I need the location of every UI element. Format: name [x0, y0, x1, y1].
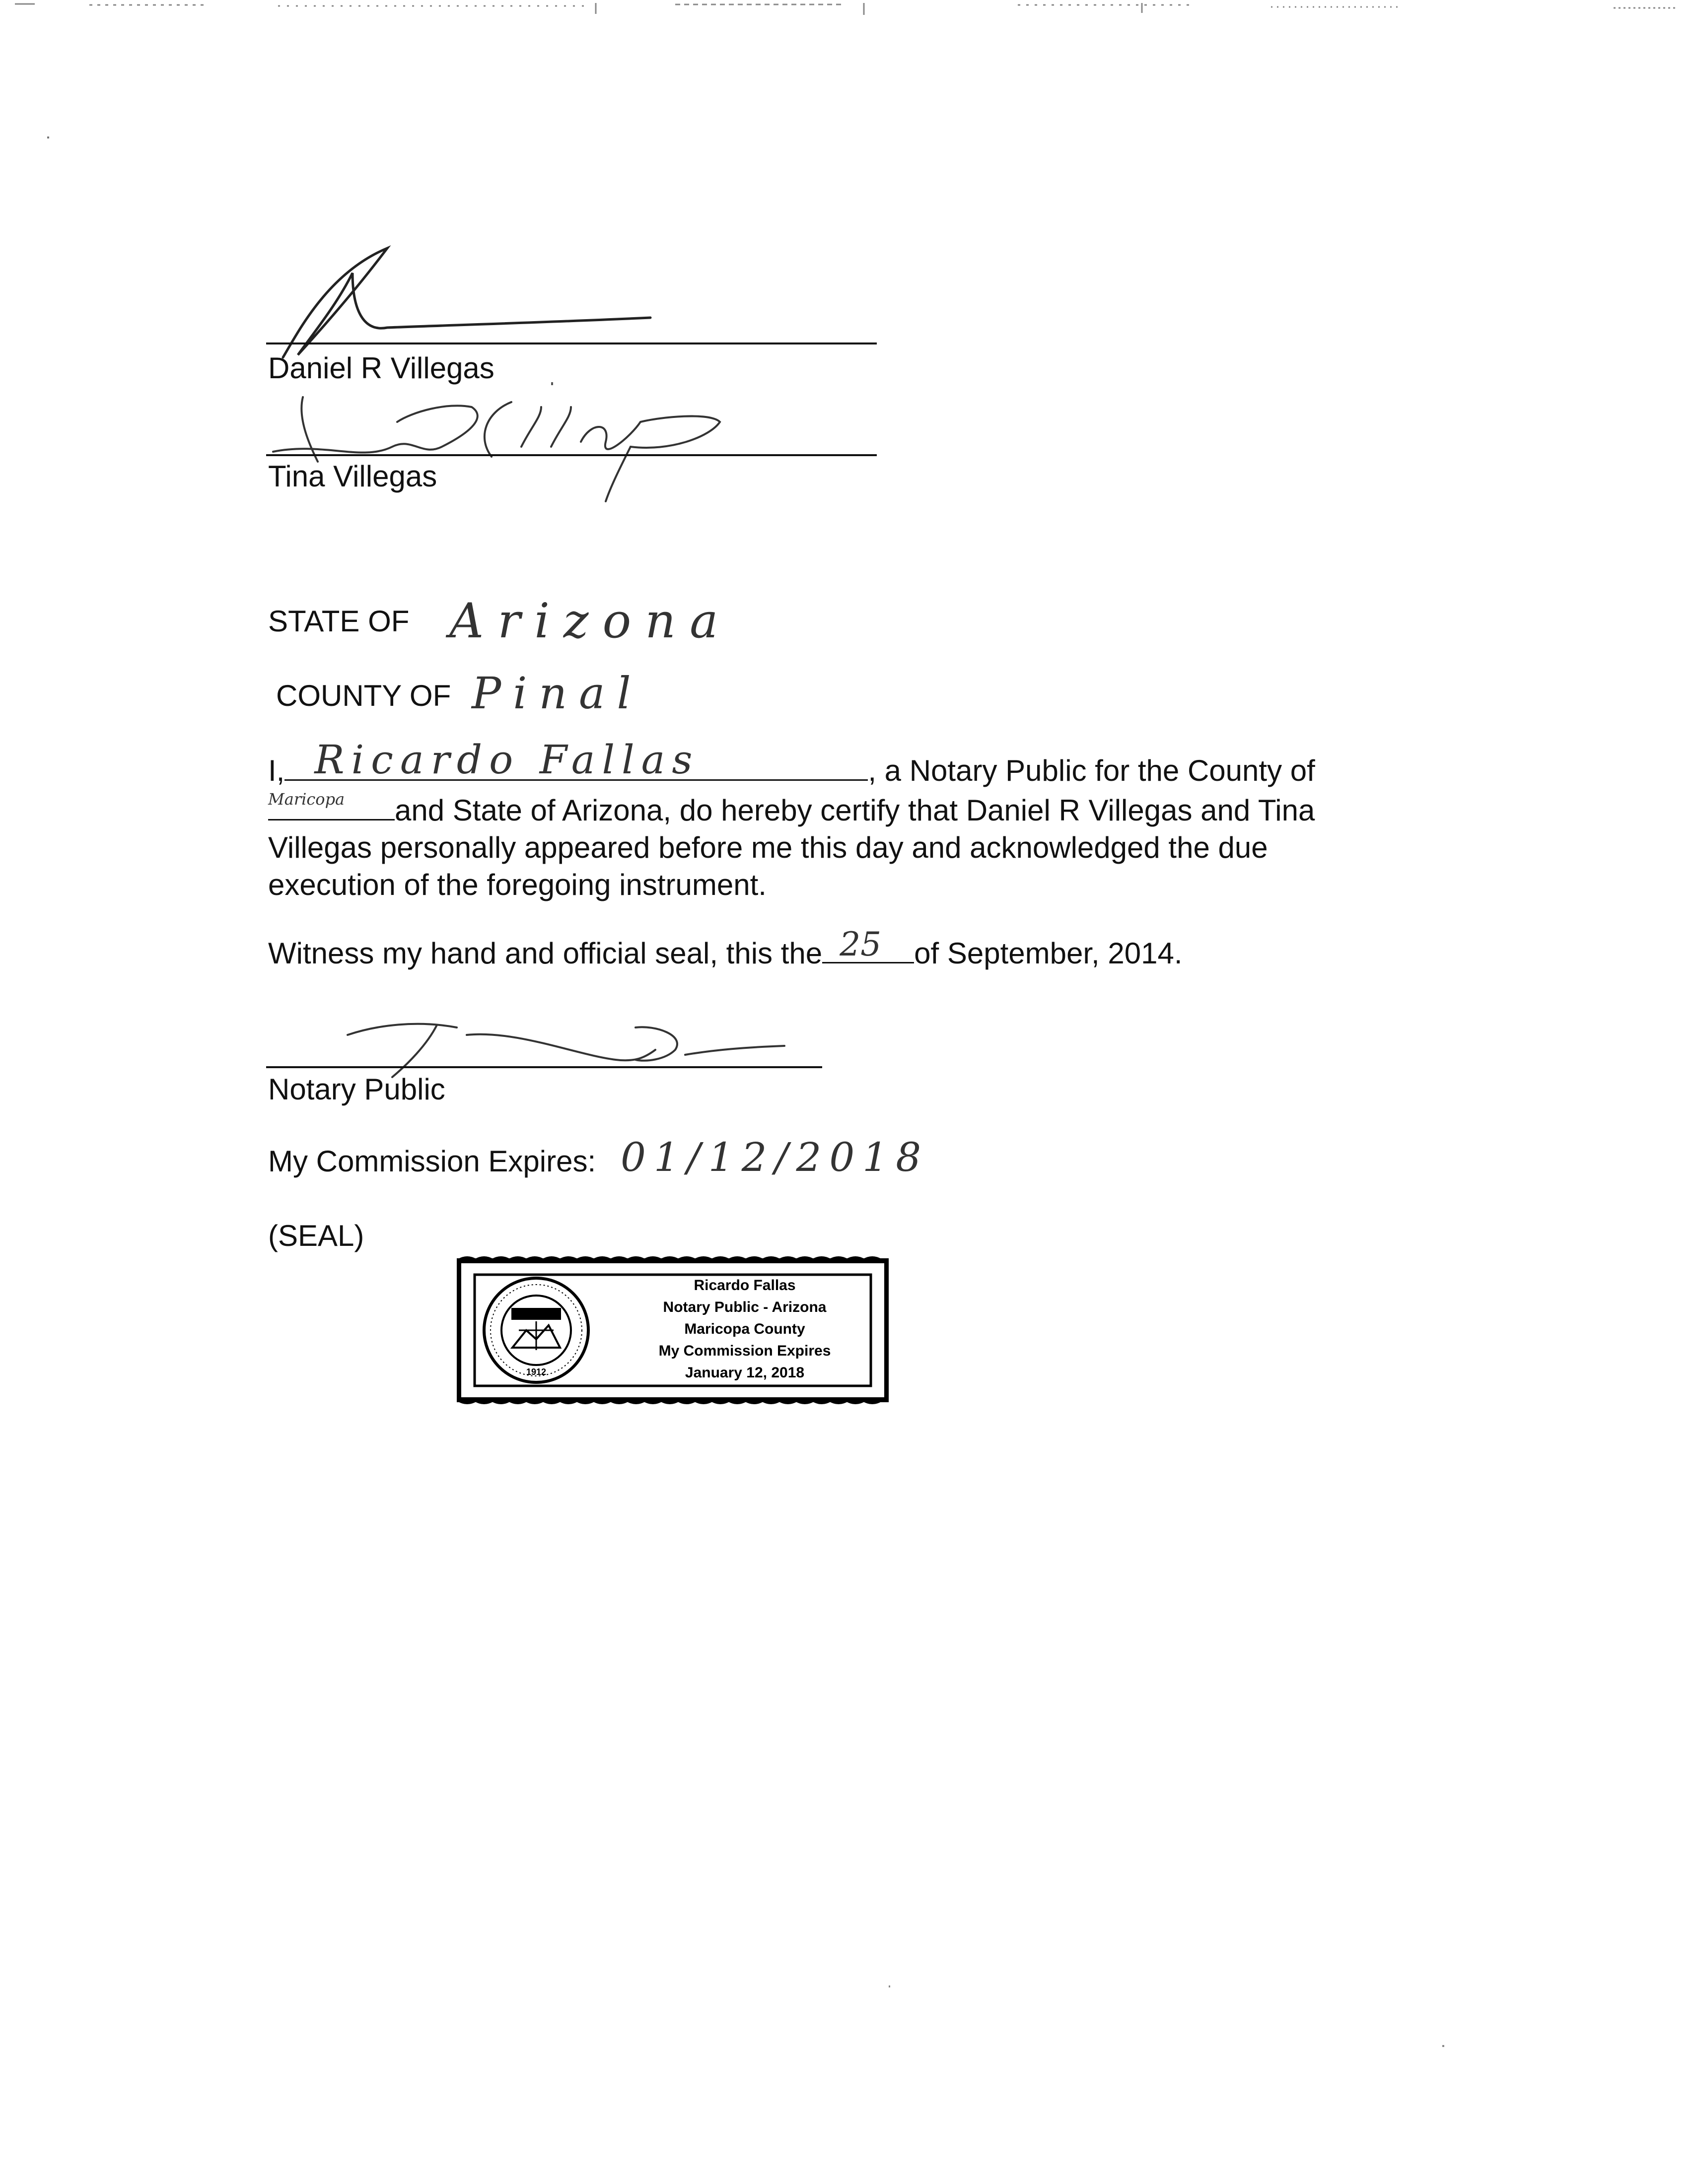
state-handwritten: Arizona — [449, 593, 732, 649]
witness-day-handwritten: 25 — [840, 925, 882, 963]
county-handwritten: Pinal — [472, 668, 643, 719]
signature-line-notary — [266, 1066, 822, 1068]
scan-speck — [551, 382, 553, 385]
certificate-paragraph — [268, 737, 1410, 903]
signer-name-daniel: Daniel R Villegas — [268, 351, 494, 385]
certificate-prefix: I, — [268, 754, 285, 787]
notary-name-handwritten: Ricardo Fallas — [314, 737, 700, 783]
scan-artifacts — [0, 0, 1692, 20]
witness-before: Witness my hand and official seal, this the — [268, 937, 823, 970]
county-label: COUNTY OF — [276, 679, 451, 712]
stamp-notary-title: Notary Public - Arizona — [663, 1299, 827, 1315]
certificate-line-1 — [268, 737, 1410, 789]
stamp-expires-label: My Commission Expires — [658, 1343, 831, 1359]
stamp-notary-name: Ricardo Fallas — [694, 1277, 796, 1294]
witness-after: of September, 2014. — [914, 937, 1183, 970]
signature-line-tina — [266, 454, 877, 456]
scan-speck — [889, 1985, 890, 1987]
commission-label: My Commission Expires: — [268, 1145, 596, 1178]
signature-line-daniel — [266, 342, 877, 344]
stamp-text — [616, 1275, 874, 1384]
seal-label: (SEAL) — [268, 1219, 364, 1252]
certificate-line-3: Villegas personally appeared before me this day and acknowledged the due — [268, 831, 1268, 864]
certificate-line-2 — [268, 789, 1410, 829]
county-blank — [268, 789, 395, 820]
witness-line — [268, 925, 1183, 970]
stamp-emblem-year: 1912 — [526, 1367, 547, 1377]
witness-day-blank — [822, 925, 914, 963]
certificate-line-4: execution of the foregoing instrument. — [268, 868, 767, 901]
county-handwritten-small: Maricopa — [268, 790, 345, 809]
signer-name-tina: Tina Villegas — [268, 460, 437, 493]
scan-speck — [1442, 2045, 1444, 2047]
stamp-county: Maricopa County — [684, 1321, 805, 1337]
notary-signature — [338, 1015, 809, 1080]
notary-name-blank — [284, 737, 868, 783]
arizona-state-seal-icon — [484, 1278, 588, 1382]
daniel-villegas-signature — [263, 243, 670, 367]
state-label: STATE OF — [268, 605, 410, 638]
notary-stamp — [457, 1256, 889, 1405]
stamp-expires-date: January 12, 2018 — [685, 1365, 805, 1381]
commission-date-handwritten: 01/12/2018 — [621, 1134, 929, 1180]
certificate-line-1-rest: , a Notary Public for the County of — [868, 754, 1315, 787]
notary-public-label: Notary Public — [268, 1073, 445, 1106]
certificate-line-2-rest: and State of Arizona, do hereby certify that Daniel R Villegas and Tina — [395, 794, 1315, 827]
scan-speck — [47, 136, 49, 138]
